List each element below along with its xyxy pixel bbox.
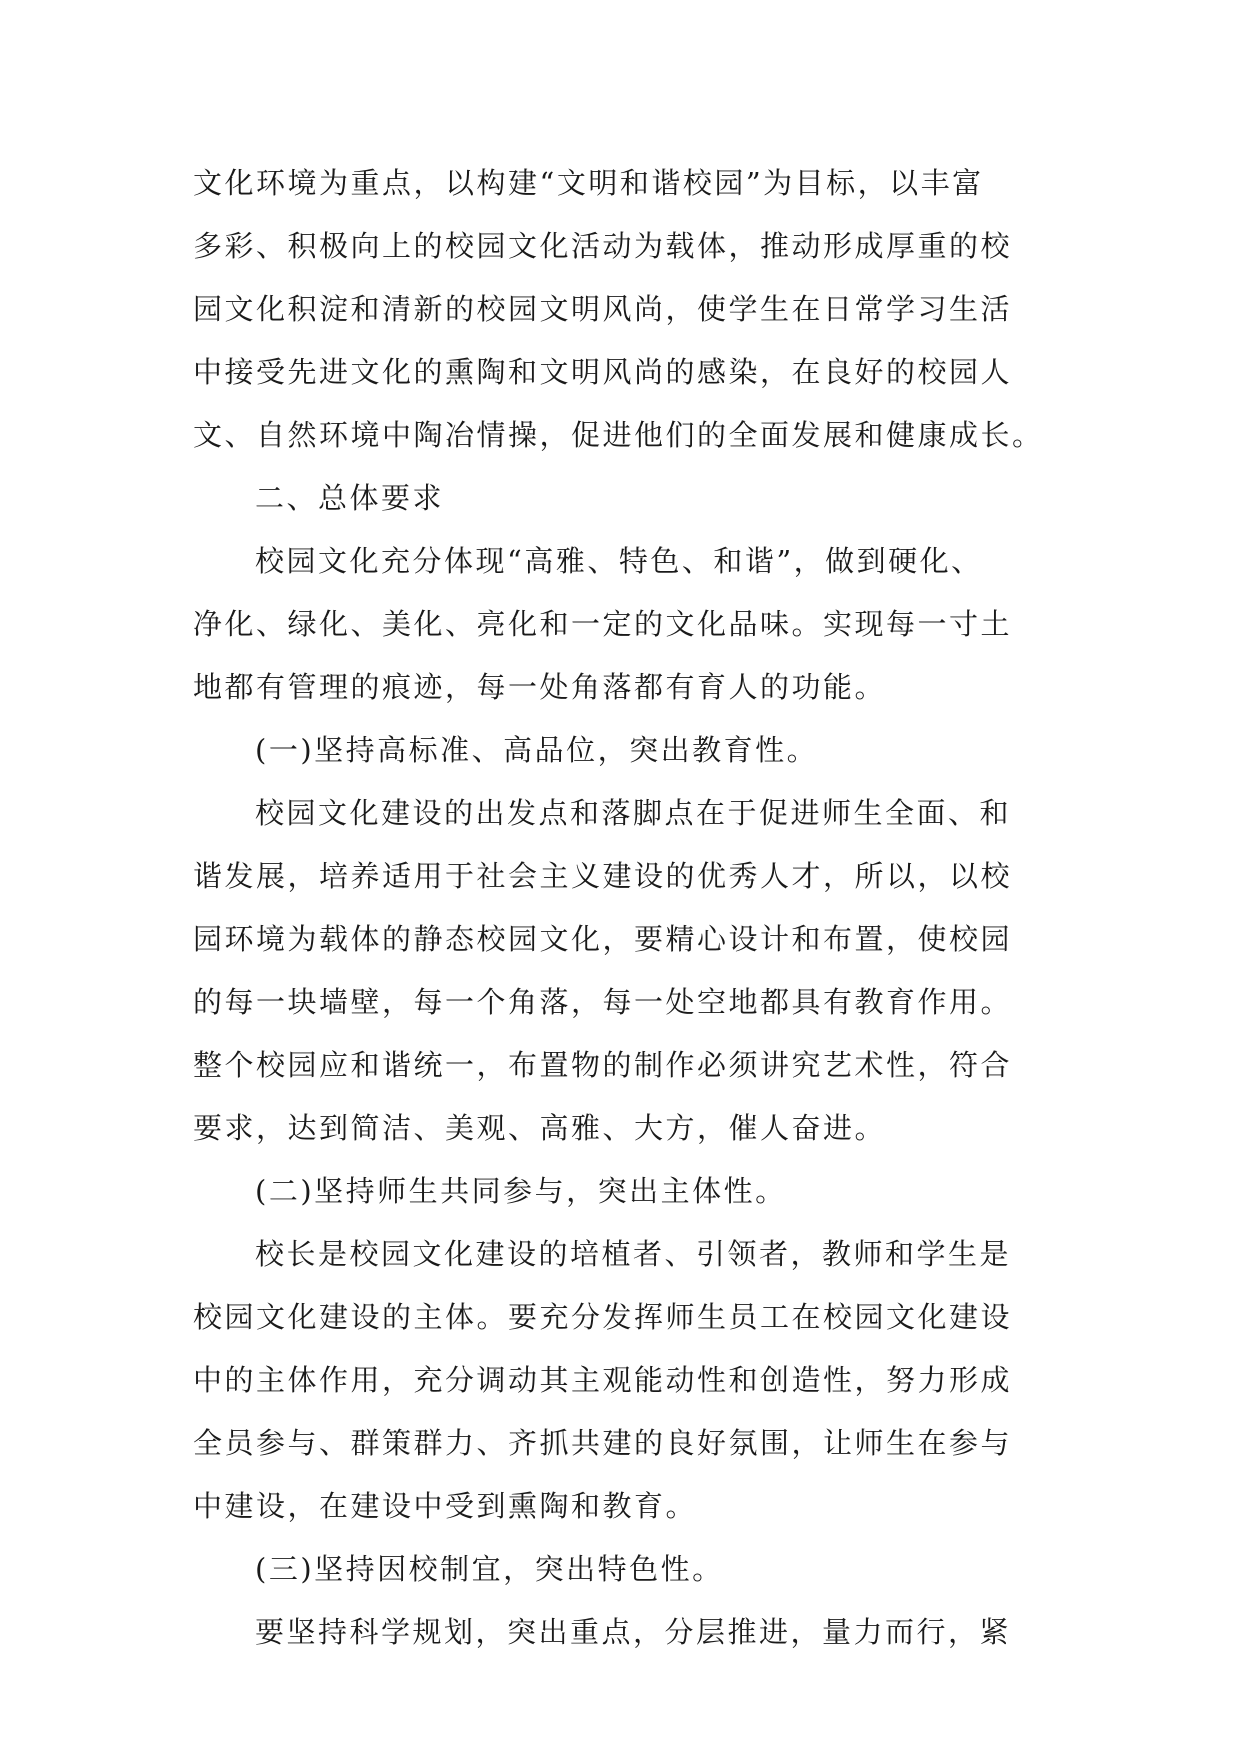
text-line: 文化环境为重点，以构建“文明和谐校园”为目标，以丰富	[193, 166, 984, 200]
text-line: 中接受先进文化的熏陶和文明风尚的感染，在良好的校园人	[193, 355, 1013, 389]
text-line: 中建设，在建设中受到熏陶和教育。	[193, 1489, 698, 1523]
text-line: (三)坚持因校制宜，突出特色性。	[255, 1552, 724, 1586]
text-line: 校园文化建设的主体。要充分发挥师生员工在校园文化建设	[193, 1300, 1013, 1334]
text-line: 二、总体要求	[255, 481, 445, 515]
text-line: 园文化积淀和清新的校园文明风尚，使学生在日常学习生活	[193, 292, 1013, 326]
text-line: 园环境为载体的静态校园文化，要精心设计和布置，使校园	[193, 922, 1013, 956]
document-body	[193, 152, 1061, 1664]
text-line: 要坚持科学规划，突出重点，分层推进，量力而行，紧	[255, 1615, 1012, 1649]
text-line: 全员参与、群策群力、齐抓共建的良好氛围，让师生在参与	[193, 1426, 1013, 1460]
text-line: (二)坚持师生共同参与，突出主体性。	[255, 1174, 787, 1208]
text-line: 要求，达到简洁、美观、高雅、大方，催人奋进。	[193, 1111, 887, 1145]
text-line: 校园文化充分体现“高雅、特色、和谐”，做到硬化、	[255, 544, 983, 578]
text-line: 的每一块墙壁，每一个角落，每一处空地都具有教育作用。	[193, 985, 1013, 1019]
text-line: 净化、绿化、美化、亮化和一定的文化品味。实现每一寸土	[193, 607, 1013, 641]
text-line: 整个校园应和谐统一，布置物的制作必须讲究艺术性，符合	[193, 1048, 1013, 1082]
text-line: 多彩、积极向上的校园文化活动为载体，推动形成厚重的校	[193, 229, 1013, 263]
text-line: 校长是校园文化建设的培植者、引领者，教师和学生是	[255, 1237, 1012, 1271]
text-line: 校园文化建设的出发点和落脚点在于促进师生全面、和	[255, 796, 1012, 830]
text-line: 地都有管理的痕迹，每一处角落都有育人的功能。	[193, 670, 887, 704]
text-line: 文、自然环境中陶冶情操，促进他们的全面发展和健康成长。	[193, 418, 1044, 452]
text-line: (一)坚持高标准、高品位，突出教育性。	[255, 733, 819, 767]
text-line: 谐发展，培养适用于社会主义建设的优秀人才，所以，以校	[193, 859, 1013, 893]
text-line: 中的主体作用，充分调动其主观能动性和创造性，努力形成	[193, 1363, 1013, 1397]
